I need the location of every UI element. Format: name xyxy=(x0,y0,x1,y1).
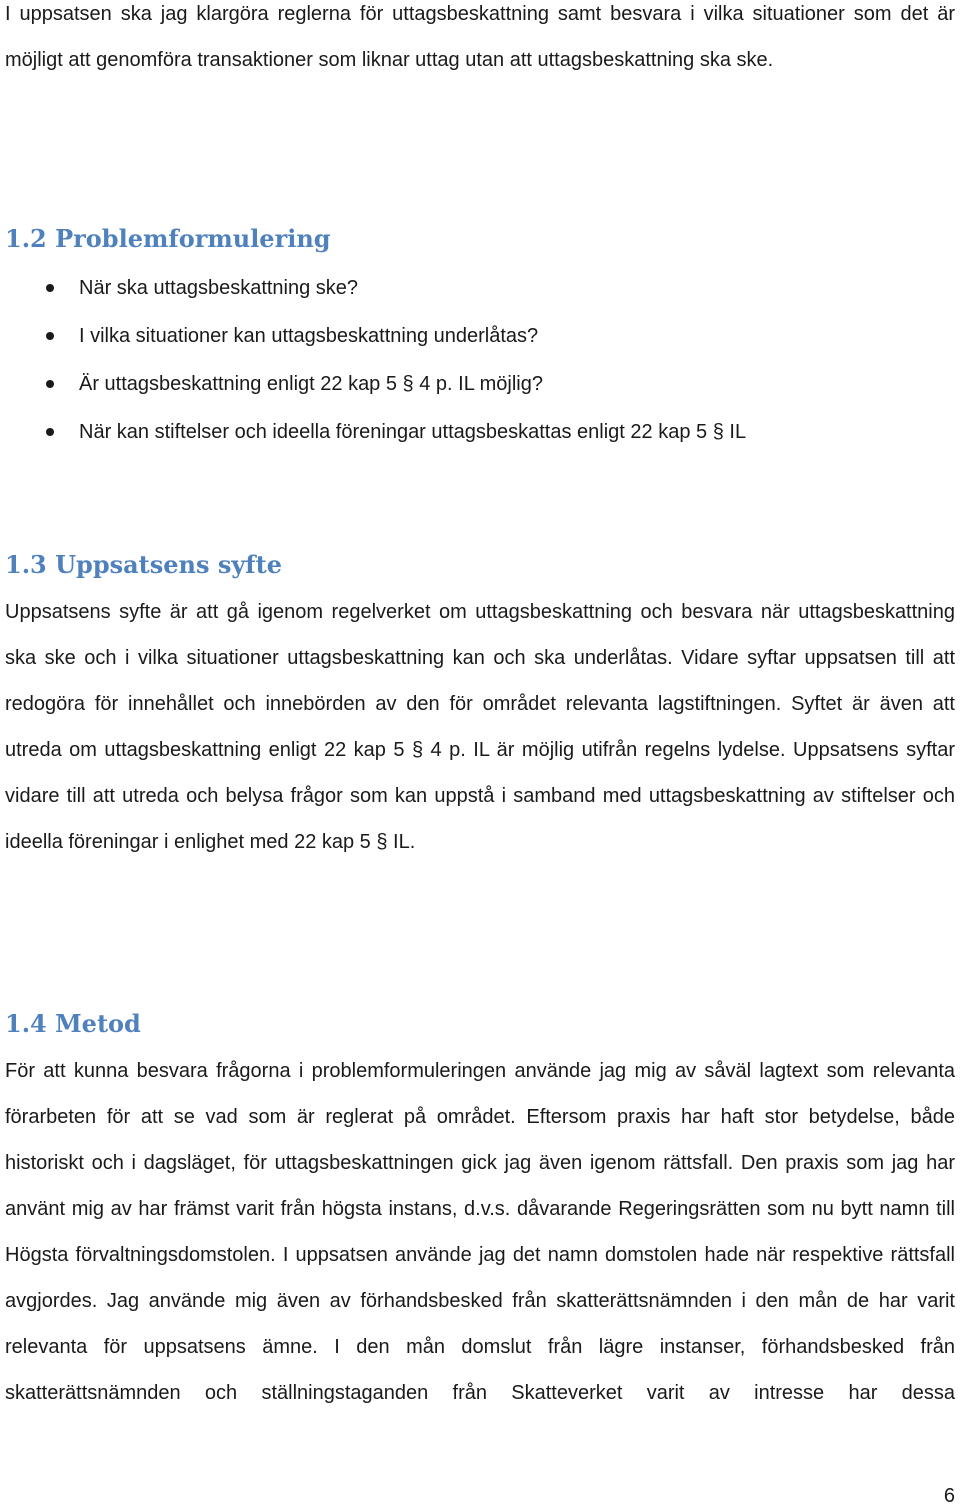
bullet-icon xyxy=(46,284,54,292)
intro-paragraph: I uppsatsen ska jag klargöra reglerna för uttagsbeskattning samt besvara i vilka situationer som det är möjligt att genomföra transaktioner som liknar uttag utan att uttagsbeskattning ska ske. xyxy=(5,3,955,71)
page-number: 6 xyxy=(943,1485,955,1507)
list-item xyxy=(0,364,940,412)
bullet-icon xyxy=(46,380,54,388)
list-item xyxy=(0,316,940,364)
bullet-text: När ska uttagsbeskattning ske? xyxy=(79,277,359,299)
heading-metod: 1.4 Metod xyxy=(5,1009,141,1038)
bullet-icon xyxy=(46,428,54,436)
list-item xyxy=(0,412,940,460)
purpose-paragraph: Uppsatsens syfte är att gå igenom regelverket om uttagsbeskattning och besvara när uttagsbeskattning ska ske och i vilka situationer uttagsbeskattning kan och ska underlåtas. Vidare syftar uppsatsen till att redogöra för innehållet och innebörden av den för området relevanta lagstiftningen. Syftet är även att utreda om uttagsbeskattning enligt 22 kap 5 § 4 p. IL är möjlig utifrån regelns lydelse. Uppsatsens syftar vidare till att utreda och belysa frågor som kan uppstå i samband med uttagsbeskattning av stiftelser och ideella föreningar i enlighet med 22 kap 5 § IL. xyxy=(5,601,955,853)
list-item xyxy=(0,268,940,316)
problem-bullet-list xyxy=(0,268,940,460)
heading-problemformulering: 1.2 Problemformulering xyxy=(5,224,331,253)
method-paragraph: För att kunna besvara frågorna i problemformuleringen använde jag mig av såväl lagtext som relevanta förarbeten för att se vad som är reglerat på området. Eftersom praxis har haft stor betydelse, både historiskt och i dagsläget, för uttagsbeskattningen gick jag även igenom rättsfall. Den praxis som jag har använt mig av har främst varit från högsta instans, d.v.s. dåvarande Regeringsrätten som nu bytt namn till Högsta förvaltningsdomstolen. I uppsatsen använde jag det namn domstolen hade när respektive rättsfall avgjordes. Jag använde mig även av förhandsbesked från skatterättsnämnden i den mån de har varit relevanta för uppsatsens ämne. I den mån domslut från lägre instanser, förhandsbesked från skatterättsnämnden och ställningstaganden från Skatteverket varit av intresse har dessa xyxy=(5,1060,955,1404)
bullet-text: I vilka situationer kan uttagsbeskattning underlåtas? xyxy=(79,325,539,347)
bullet-text: Är uttagsbeskattning enligt 22 kap 5 § 4 p. IL möjlig? xyxy=(79,373,543,395)
heading-uppsatsens-syfte: 1.3 Uppsatsens syfte xyxy=(5,550,282,579)
bullet-icon xyxy=(46,332,54,340)
bullet-text: När kan stiftelser och ideella föreningar uttagsbeskattas enligt 22 kap 5 § IL xyxy=(79,421,747,443)
